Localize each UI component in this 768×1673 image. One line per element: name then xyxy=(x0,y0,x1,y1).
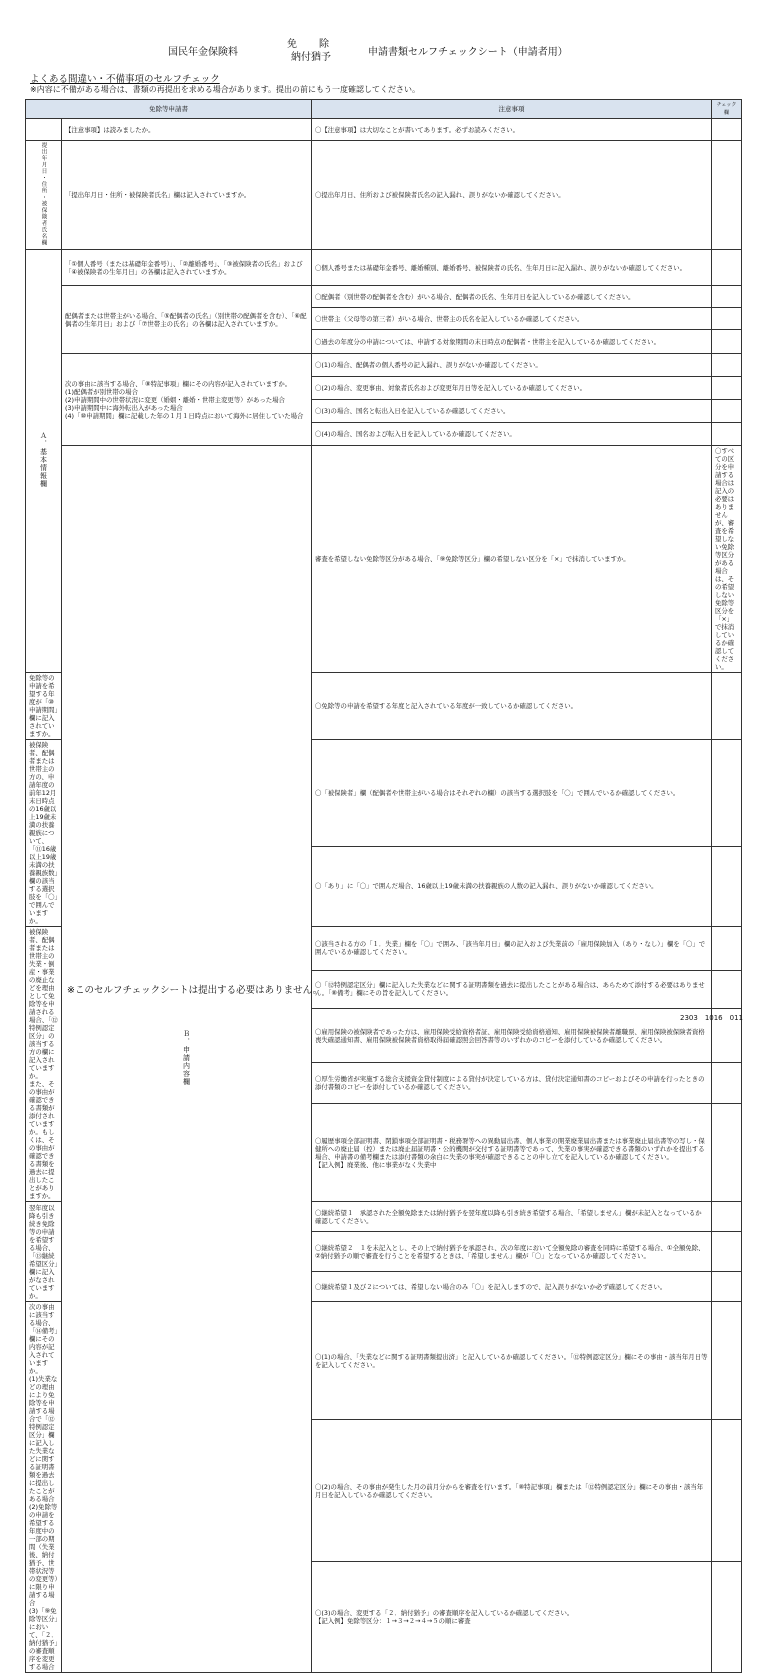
check-cell[interactable] xyxy=(712,250,742,286)
check-cell[interactable] xyxy=(712,1302,742,1420)
caution-text: 〇過去の年度分の申請については、申請する対象期間の末日時点の配偶者・世帯主を記入しているか確認してください。 xyxy=(312,330,712,354)
caution-text: 〇「⑫特例認定区分」欄に記入した失業などに関する証明書類を過去に提出したことがある場合は、あらためて添付する必要はありません。「⑧備考」欄にその旨を記入してください。 xyxy=(312,970,712,1009)
checksheet-table xyxy=(25,99,742,1673)
document-code: 2303 1016 011 xyxy=(680,1014,743,1022)
check-cell[interactable] xyxy=(712,970,742,1009)
check-cell[interactable] xyxy=(712,400,742,423)
header-insurance-title: 国民年金保険料 xyxy=(168,47,238,58)
header-item: 免除等申請書 xyxy=(26,100,312,119)
caution-text: 〇(1)の場合、配偶者の個人番号の記入漏れ、誤りがないか確認してください。 xyxy=(312,354,712,377)
caution-text: 〇厚生労働省が実施する総合支援資金貸付制度による貸付が決定している方は、貸付決定通知書のコピーおよびその申請を行ったときの添付書類のコピーを添付しているか確認してください。 xyxy=(312,1063,712,1104)
table-row xyxy=(26,119,742,141)
section-label-b: Ｂ．申請内容欄 xyxy=(62,446,312,1673)
check-cell[interactable] xyxy=(712,119,742,141)
check-cell[interactable] xyxy=(712,673,742,740)
item-text: 被保険者、配偶者または世帯主の失業・倒産・事業の廃止などを理由として免除等を申請される場合、「⑫特例認定区分」の該当する方の欄に記入されていますか。 また、その事由が確認できる書類が添付されていますか。もしくは、その事由が確認できる書類を過去に提出したことがありますか。 xyxy=(26,927,62,1202)
item-text: 次の事由に該当する場合、「⑭備考」欄にその内容が記入されていますか。 (1)失業などの理由により免除等を申請する場合で「⑫特例認定区分」欄に記入した失業などに関する証明書類を過去に提出したことがある場合 (2)免除等の申請を希望する年度中の一部の期間（失業後、納付猶予、世帯状況等の変更等）に限り申請する場合 (3)「⑨免除等区分」において、「２．納付猶予」の審査順序を変更する場合 xyxy=(26,1302,62,1673)
caution-text: 〇(2)の場合、変更事由、対象者氏名および変更年月日等を記入しているか確認してください。 xyxy=(312,377,712,400)
caution-text: 〇提出年月日、住所および被保険者氏名の記入漏れ、誤りがないか確認してください。 xyxy=(312,141,712,250)
check-cell[interactable] xyxy=(712,1104,742,1202)
caution-text: 〇継続希望１ 承認された全額免除または納付猶予を翌年度以降も引き続き希望する場合、「希望しません」欄が未記入となっているか確認してください。 xyxy=(312,1202,712,1232)
header-exemption-line1: 免 除 xyxy=(287,39,335,50)
caution-text: 〇雇用保険の被保険者であった方は、雇用保険受給資格者証、雇用保険受給資格通知、雇用保険被保険者離職票、雇用保険被保険者資格喪失確認通知書、雇用保険被保険者資格取得届確認照会回答書等のいずれかのコピーを添付しているか確認してください。 xyxy=(312,1009,712,1063)
header-check: チェック欄 xyxy=(712,100,742,119)
header-exemption-title xyxy=(287,38,335,64)
check-cell[interactable] xyxy=(712,1420,742,1562)
table-row xyxy=(26,354,742,377)
table-row xyxy=(26,250,742,286)
check-cell[interactable] xyxy=(712,1232,742,1272)
item-text: 配偶者または世帯主がいる場合、「⑤配偶者の氏名」（別世帯の配偶者を含む）、「⑥配偶者の生年月日」および「⑦世帯主の氏名」の各欄は記入されていますか。 xyxy=(62,286,312,354)
caution-text: 〇「あり」に「〇」で囲んだ場合、16歳以上19歳未満の扶養親族の人数の記入漏れ、誤りがないか確認してください。 xyxy=(312,846,712,926)
caution-text: 〇履歴事項全部証明書、閉鎖事項全部証明書・税務署等への異動届出書、個人事業の開業廃業届出書または事業廃止届出書等の写し・保健所への廃止届（控）または廃止届証明書・公的機関が交付する証明書等であって、失業の事実が確認できる書類のいずれかを提出する場合、申請書の備考欄または添付書類の余白に失業の事実が確認できることの申し立てを記入しているか確認してください。 【記入例】廃業後、他に事業がなく失業中 xyxy=(312,1104,712,1202)
section-subtitle: よくある間違い・不備事項のセルフチェック xyxy=(30,74,220,85)
caution-text: 〇「被保険者」欄（配偶者や世帯主がいる場合はそれぞれの欄）の該当する選択肢を「〇」で囲んでいるか確認してください。 xyxy=(312,740,712,847)
check-cell[interactable] xyxy=(712,354,742,377)
caution-text: 〇(4)の場合、国名および転入日を記入しているか確認してください。 xyxy=(312,423,712,446)
check-cell[interactable] xyxy=(712,377,742,400)
caution-text: 〇個人番号または基礎年金番号、離婚種別、離婚番号、被保険者の氏名、生年月日に記入漏れ、誤りがないか確認してください。 xyxy=(312,250,712,286)
table-header-row xyxy=(26,100,742,119)
item-text: 審査を希望しない免除等区分がある場合、「⑨免除等区分」欄の希望しない区分を「×」で抹消していますか。 xyxy=(312,446,712,673)
check-cell[interactable] xyxy=(712,308,742,330)
check-cell[interactable] xyxy=(712,141,742,250)
table-row xyxy=(26,286,742,308)
check-cell[interactable] xyxy=(712,1063,742,1104)
check-cell[interactable] xyxy=(712,330,742,354)
header-checksheet-title: 申請書類セルフチェックシート（申請者用） xyxy=(368,47,568,58)
caution-text: 〇すべての区分を申請する場合は記入の必要はありませんが、審査を希望しない免除等区分がある場合は、その希望しない免除等区分を「×」で抹消しているか確認してください。 xyxy=(712,446,742,673)
check-cell[interactable] xyxy=(712,423,742,446)
check-cell[interactable] xyxy=(712,1272,742,1302)
item-text: 被保険者、配偶者または世帯主の方の、申請年度の前年12月末日時点の16歳以上19歳未満の扶養親族について、「⑪16歳以上19歳未満の扶養親族数」欄の該当する選択肢を「〇」で囲んでいますか。 xyxy=(26,740,62,927)
instruction-note: ※内容に不備がある場合は、書類の再提出を求める場合があります。提出の前にもう一度確認してください。 xyxy=(30,85,421,94)
item-text: 「提出年月日・住所・被保険者氏名」欄は記入されていますか。 xyxy=(62,141,312,250)
caution-text: 〇世帯主（父母等の第三者）がいる場合、世帯主の氏名を記入しているか確認してください。 xyxy=(312,308,712,330)
check-cell[interactable] xyxy=(712,1562,742,1673)
caution-text: 〇該当される方の「１．失業」欄を「〇」で囲み、「該当年月日」欄の記入および失業前の「雇用保険加入（あり・なし）」欄を「〇」で囲んでいるか確認してください。 xyxy=(312,927,712,971)
check-cell[interactable] xyxy=(712,740,742,847)
caution-text: 〇継続希望２ １を未記入とし、その上で納付猶予を承認され、次の年度において全額免除の審査を同時に希望する場合、①全額免除、②納付猶予の順で審査を行うことを希望するときは、「希望しません」欄が「〇」となっているか確認してください。 xyxy=(312,1232,712,1272)
check-cell[interactable] xyxy=(712,286,742,308)
item-text: 【注意事項】は読みましたか。 xyxy=(62,119,312,141)
check-cell[interactable] xyxy=(712,846,742,926)
caution-text: 〇(3)の場合、国名と転出入日を記入しているか確認してください。 xyxy=(312,400,712,423)
check-cell[interactable] xyxy=(712,1202,742,1232)
item-text: 次の事由に該当する場合、「⑧特記事項」欄にその内容が記入されていますか。 (1)配偶者が別世帯の場合 (2)申請期間中の世帯状況に変更（婚姻・離婚・世帯主変更等）があった場合 (3)申請期間中に海外転出入があった場合 (4)「⑩申請期間」欄に記載した年の１月１日時点において海外に居住していた場合 xyxy=(62,354,312,446)
table-row xyxy=(26,141,742,250)
header-exemption-line2: 納付猶予 xyxy=(291,52,331,63)
footer-note: ※このセルフチェックシートは提出する必要はありません。 xyxy=(67,985,323,996)
caution-text: 〇継続希望１及び２については、希望しない場合のみ「〇」を記入しますので、記入誤りがないか必ず確認してください。 xyxy=(312,1272,712,1302)
item-text: 「①個人番号（または基礎年金番号）」、「②離婚番号」、「③被保険者の氏名」および「④被保険者の生年月日」の各欄は記入されていますか。 xyxy=(62,250,312,286)
caution-text: 〇免除等の申請を希望する年度と記入されている年度が一致しているか確認してください。 xyxy=(312,673,712,740)
caution-text: 〇(2)の場合、その事由が発生した月の前月分からを審査を行います。「⑧特記事項」欄または「⑫特例認定区分」欄にその事由・該当年月日を記入しているか確認してください。 xyxy=(312,1420,712,1562)
caution-text: 〇【注意事項】は大切なことが書いてあります。必ずお読みください。 xyxy=(312,119,712,141)
item-text: 翌年度以降も引き続き免除等の申請を希望する場合、「⑬継続希望区分」欄に記入がなされていますか。 xyxy=(26,1202,62,1302)
section-label-a: Ａ．基本情報欄 xyxy=(26,250,62,673)
table-row xyxy=(26,446,742,673)
header-caution: 注意事項 xyxy=(312,100,712,119)
caution-text: 〇(1)の場合、「失業などに関する証明書類提出済」と記入しているか確認してください。「⑫特例認定区分」欄にその事由・該当年月日等を記入してください。 xyxy=(312,1302,712,1420)
document-header xyxy=(0,38,768,70)
check-cell[interactable] xyxy=(712,927,742,971)
section-blank xyxy=(26,119,62,141)
section-label-top: 提出年月日・住所・被保険者氏名欄 xyxy=(26,141,62,250)
caution-text: 〇(3)の場合、変更する「２．納付猶予」の審査順序を記入しているか確認してください。 【記入例】免除等区分：１→３→２→４→５の順に審査 xyxy=(312,1562,712,1673)
item-text: 免除等の申請を希望する年度が「⑩申請期間」欄に記入されていますか。 xyxy=(26,673,62,740)
caution-text: 〇配偶者（別世帯の配偶者を含む）がいる場合、配偶者の氏名、生年月日を記入しているか確認してください。 xyxy=(312,286,712,308)
